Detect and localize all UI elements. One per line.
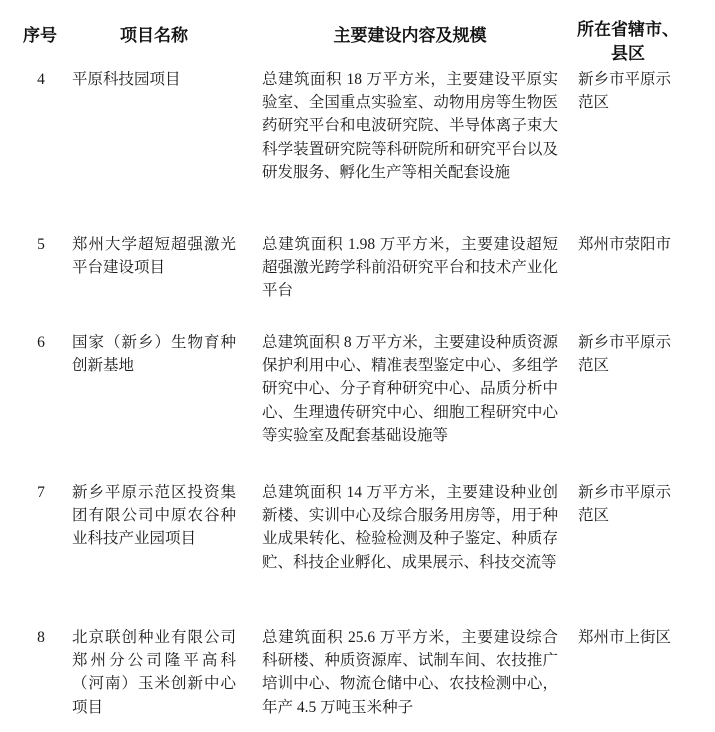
cell-construction-content: 总建筑面积 1.98 万平方米，主要建设超短超强激光跨学科前沿研究平台和技术产业化平台 xyxy=(262,236,558,300)
cell-construction-content: 总建筑面积 25.6 万平方米，主要建设综合科研楼、种质资源库、试制车间、农技推广培训中心、物流仓储中心、农技检测中心，年产 4.5 万吨玉米种子 xyxy=(262,629,558,716)
cell-project-name: 平原科技园项目 xyxy=(72,71,181,88)
cell-project-name: 新乡平原示范区投资集团有限公司中原农谷种业科技产业园项目 xyxy=(72,484,236,548)
cell-construction-content: 总建筑面积 18 万平方米，主要建设平原实验室、全国重点实验室、动物用房等生物医药研究平台和电波研究院、半导体离子束大科学装置研究院等科研院所和研究平台以及研发服务、孵化生产等相关配套设施 xyxy=(262,71,558,181)
cell-serial-number: 5 xyxy=(37,236,45,253)
cell-location: 郑州市上街区 xyxy=(578,629,672,646)
cell-serial-number: 4 xyxy=(37,71,45,88)
cell-location: 新乡市平原示范区 xyxy=(578,71,672,112)
header-serial-number: 序号 xyxy=(23,26,57,45)
cell-project-name: 郑州大学超短超强激光平台建设项目 xyxy=(72,236,236,277)
header-project-name: 项目名称 xyxy=(120,26,188,45)
cell-serial-number: 7 xyxy=(37,484,45,501)
cell-construction-content: 总建筑面积 14 万平方米，主要建设种业创新楼、实训中心及综合服务用房等，用于种业成果转化、检验检测及种子鉴定、种质存贮、科技企业孵化、成果展示、科技交流等 xyxy=(262,484,558,571)
cell-project-name: 北京联创种业有限公司郑州分公司隆平高科（河南）玉米创新中心项目 xyxy=(72,629,236,716)
cell-project-name: 国家（新乡）生物育种创新基地 xyxy=(72,334,236,375)
cell-location: 新乡市平原示范区 xyxy=(578,484,672,525)
header-location: 所在省辖市、县区 xyxy=(577,20,679,63)
cell-serial-number: 6 xyxy=(37,334,45,351)
cell-location: 郑州市荥阳市 xyxy=(578,236,672,253)
cell-serial-number: 8 xyxy=(37,629,45,646)
cell-location: 新乡市平原示范区 xyxy=(578,334,672,375)
cell-construction-content: 总建筑面积 8 万平方米，主要建设种质资源保护利用中心、精准表型鉴定中心、多组学研究中心、分子育种研究中心、品质分析中心、生理遗传研究中心、细胞工程研究中心等实验室及配套基础设施等 xyxy=(262,334,558,444)
header-construction-content: 主要建设内容及规模 xyxy=(333,26,487,45)
